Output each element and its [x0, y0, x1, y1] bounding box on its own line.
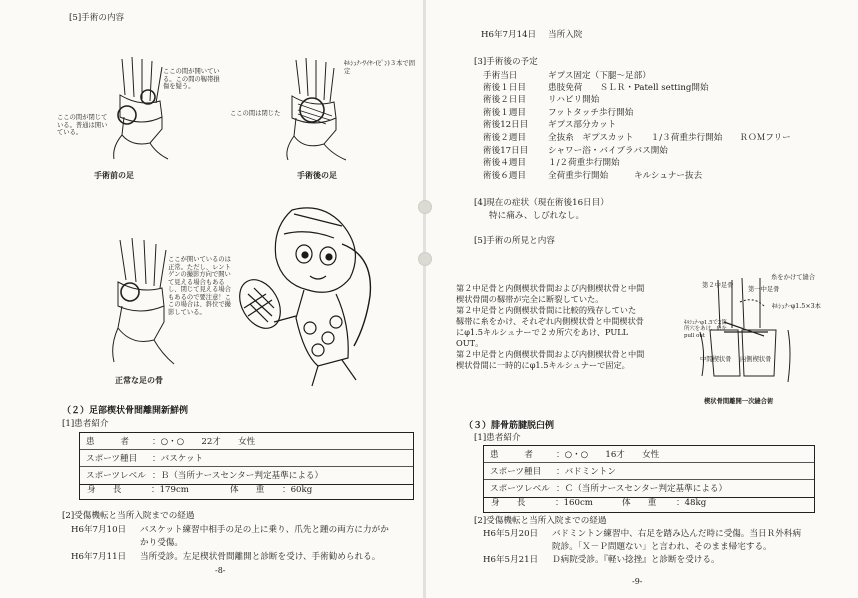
- case3-heading: （３）腓骨筋腱脱臼例: [464, 421, 555, 431]
- postop-day: 術後２週目: [483, 133, 526, 143]
- case2-height-value: ：179cm: [151, 485, 189, 495]
- postop-note-closed: ここの間は閉じた: [230, 110, 281, 117]
- page-number-left: -8-: [215, 566, 226, 575]
- diagram-label-k3: ｷﾙｼｭﾅｰφ1.5×3本: [772, 303, 821, 310]
- normal-foot-caption: 正常な足の骨: [115, 376, 163, 385]
- case2-height-label: 身 長: [87, 485, 122, 495]
- postop-day: 術後１週目: [483, 108, 526, 118]
- diagram-label-m1: 第一中足骨: [748, 286, 780, 293]
- case2-patient-table: [79, 432, 414, 485]
- case2-heading: （２）足部楔状骨間離開新鮮例: [62, 406, 189, 416]
- case3-height-label: 身 長: [491, 498, 526, 508]
- postop-day: 術後１日目: [483, 83, 526, 93]
- postop-day: 術後６週目: [483, 171, 526, 181]
- findings-line: 楔状骨間の靱帯が完全に断裂していた。: [456, 294, 604, 304]
- postop-heading: [3]手術後の予定: [474, 57, 538, 67]
- preop-caption: 手術前の足: [94, 171, 134, 180]
- postop-plan: リハビリ開始: [548, 95, 600, 105]
- postop-caption: 手術後の足: [297, 171, 337, 180]
- symptom-text: 特に痛み、しびれなし。: [489, 211, 585, 221]
- patient-label: 患 者: [86, 437, 129, 447]
- findings-line: 第２中足骨と内側楔状骨間に比較的残存していた: [456, 305, 637, 315]
- case3-patient-intro: [1]患者紹介: [474, 433, 521, 443]
- sport-value: ：バスケット: [152, 454, 204, 464]
- level-row: [484, 480, 814, 496]
- case2-body-row-frame: [79, 483, 414, 500]
- case3-injury-heading: [2]受傷機転と当所入院までの経過: [474, 516, 607, 526]
- sport-label: スポーツ種目: [490, 467, 542, 477]
- case3-injury1-cont: 院診。「Ｘ－Ｐ問題ない」と言われ、そのまま帰宅する。: [552, 542, 772, 552]
- admission-text: 当所入院: [548, 30, 583, 40]
- postop-plan: １/２荷重歩行開始: [548, 158, 620, 168]
- case2-weight-value: ：60kg: [282, 485, 313, 495]
- case2-injury1-date: H6年7月10日: [71, 525, 127, 535]
- diagram-label-pullout: ｷﾙｼｭﾅｰφ1.5で2箇所穴をあけ、糸を pull out: [684, 320, 727, 339]
- postop-day: 術後２日目: [483, 95, 526, 105]
- case2-injury-heading: [2]受傷機転と当所入院までの経過: [62, 511, 195, 521]
- postop-day: 術後12日目: [483, 120, 529, 130]
- case3-injury2-text: Ｄ病院受診。『軽い捻挫』と診断を受ける。: [552, 555, 720, 565]
- normal-foot-note: ここが開いているのは正常。ただし、レントゲンの撮影方向で開いて見える場合もあるし、閉じて見える場合もあるので要注意！ここの場合は、斜位で撮影している。: [168, 256, 231, 316]
- right-page: [426, 0, 858, 598]
- patient-row: [80, 433, 413, 450]
- binder-hole-bottom: [418, 252, 432, 266]
- findings-line: 楔状骨間に一時的にφ1.5キルシュナーで固定。: [456, 360, 630, 370]
- case2-injury2-date: H6年7月11日: [71, 552, 127, 562]
- findings-line: OUT。: [456, 338, 484, 348]
- page-number-right: -9-: [632, 577, 643, 586]
- sport-row: [80, 450, 413, 467]
- case2-injury1-text: バスケット練習中相手の足の上に乗り、爪先と踵の両方に力がか: [140, 525, 389, 535]
- findings-heading: [5]手術の所見と内容: [474, 236, 555, 246]
- case3-injury1-text: バドミントン練習中、右足を踏み込んだ時に受傷。当日Ｒ外科病: [552, 529, 802, 539]
- tennis-player-svg: [238, 204, 384, 392]
- level-label: スポーツレベル: [86, 471, 146, 481]
- patient-value: ：○・○ 16才 女性: [556, 450, 660, 460]
- diagram-caption: 楔状骨間離開一次縫合術: [704, 398, 774, 405]
- case3-weight-label: 体 重: [622, 498, 657, 508]
- case3-height-value: ：160cm: [555, 498, 593, 508]
- binder-hole-top: [418, 200, 432, 214]
- case2-injury2-text: 当所受診。左足楔状骨間離開と診断を受け、手術勧められる。: [140, 552, 381, 562]
- postop-plan: フットタッチ歩行開始: [548, 108, 634, 118]
- patient-value: ：○・○ 22才 女性: [152, 437, 256, 447]
- postop-note-screw: ｷﾙｼｭﾅｰﾜｲﾔｰ(ﾋﾟﾝ)３本で固定: [344, 60, 416, 75]
- admission-date: H6年7月14日: [481, 30, 537, 40]
- case3-injury2-date: H6年5月21日: [483, 555, 539, 565]
- level-label: スポーツレベル: [490, 484, 550, 494]
- patient-row: [484, 446, 814, 463]
- diagram-label-mid: 中間楔状骨: [700, 356, 732, 363]
- sport-value: ：バドミントン: [556, 467, 616, 477]
- postop-plan: 全荷重歩行開始 キルシュナー抜去: [548, 171, 703, 181]
- diagram-label-suture: 糸をかけて縫合: [771, 274, 816, 281]
- case3-patient-table: [483, 445, 815, 498]
- postop-day: 術後17日目: [483, 146, 529, 156]
- findings-line: 第２中足骨と内側楔状骨間および内側楔状骨と中間: [456, 283, 645, 293]
- diagram-label-med: 内側楔状骨: [740, 356, 772, 363]
- level-value: ：Ｂ（当所ナースセンター判定基準による）: [152, 471, 324, 481]
- level-row: [80, 467, 413, 483]
- case3-body-row-frame: [483, 496, 815, 513]
- postop-plan: シャワー浴・バイブラバス開始: [548, 146, 668, 156]
- sport-label: スポーツ種目: [86, 454, 138, 464]
- tennis-player-illustration: [238, 204, 384, 392]
- surgery-content-heading: [5]手術の内容: [69, 13, 125, 23]
- sport-row: [484, 463, 814, 480]
- findings-line: 靱帯に糸をかけ、それぞれ内側楔状骨と中間楔状骨: [456, 316, 644, 326]
- diagram-label-m2: 第２中足骨: [702, 282, 734, 289]
- postop-plan: ギプス固定（下腿～足部）: [548, 71, 651, 81]
- case2-injury1-cont: かり受傷。: [140, 538, 183, 548]
- patient-label: 患 者: [490, 450, 533, 460]
- case3-injury1-date: H6年5月20日: [483, 529, 539, 539]
- postop-plan: 患肢免荷 ＳＬＲ・Patell setting開始: [548, 83, 709, 93]
- postop-plan: ギプス部分カット: [548, 120, 617, 130]
- postop-day: 手術当日: [483, 71, 518, 81]
- postop-day: 術後４週目: [483, 158, 526, 168]
- symptom-heading: [4]現在の症状（現在術後16日目）: [474, 198, 609, 208]
- preop-note-left: ここの間が閉じている。普通は開いている。: [57, 114, 108, 137]
- preop-note-top: ここの間が開いている。この間の靱帯損傷を疑う。: [163, 68, 220, 91]
- postop-plan: 全抜糸 ギプスカット １/３荷重歩行開始 ＲＯＭフリー: [548, 133, 791, 143]
- findings-line: にφ1.5キルシュナーで２カ所穴をあけ、PULL: [456, 327, 629, 337]
- case3-weight-value: ：48kg: [676, 498, 707, 508]
- case2-weight-label: 体 重: [230, 485, 265, 495]
- left-page: [0, 0, 423, 598]
- level-value: ：Ｃ（当所ナースセンター判定基準による）: [556, 484, 728, 494]
- case2-patient-intro: [1]患者紹介: [62, 419, 109, 429]
- findings-line: 第２中足骨と内側楔状骨間および内側楔状骨と中間: [456, 349, 645, 359]
